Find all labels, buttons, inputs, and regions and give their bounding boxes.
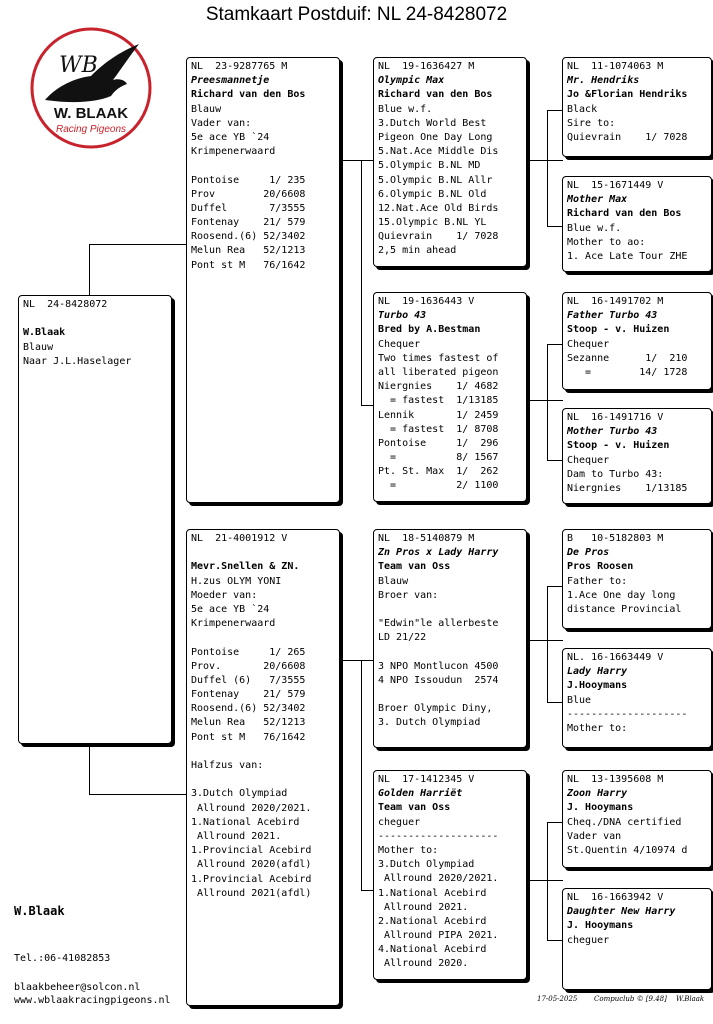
pigeon-card-subject: NL 24-8428072 W.Blaak Blauw Naar J.L.Haselager [18,295,172,744]
print-date: 17-05-2025 [537,995,578,1003]
breeder-name: Stoop - v. Huizen [567,440,670,452]
pigeon-card-sire-sire: NL 19-1636427 M Olympic Max Richard van den Bos Blue w.f. 3.Dutch World Best Pigeon One Day Long 5.Nat.Ace Middle Dis 5.Olympic B.NL MD 5.Olympic B.NL Allr 6.Olympic B.NL Old 12.Nat.Ace Old Birds 15.Olympic B.NL YL Quievrain 1/ 7028 2,5 min ahead [373,57,527,267]
ring-number: NL 21-4001912 V [191,533,288,544]
pigeon-name: Mother Turbo 43 [567,426,658,438]
breeder-name: Pros Roosen [567,561,634,573]
breeder-name: Mevr.Snellen & ZN. [191,561,300,573]
breeder-name: Richard van den Bos [567,208,682,220]
breeder-name: W.Blaak [23,327,66,339]
pigeon-card-dam-dam: NL 17-1412345 V Golden Harriët Team van Oss cheguer -------------------- Mother to: 3.Dutch Olympiad Allround 2020/2021. 1.National Acebird Allround 2021. 2.National Acebird Allround PIPA 2021. 4.National Acebird Allround 2020. [373,770,527,980]
breeder-logo [27,26,155,150]
connector [547,344,548,460]
pigeon-card-ddd: NL 16-1663942 V Daughter New Harry J. Hooymans cheguer [562,888,712,990]
pigeon-card-dam-sire: NL 18-5140879 M Zn Pros x Lady Harry Team van Oss Blauw Broer van: "Edwin"le allerbeste LD 21/22 3 NPO Montlucon 4500 4 NPO Issoudun 2574 Broer Olympic Diny, 3. Dutch Olympiad [373,529,527,748]
connector [89,794,189,795]
pigeon-card-sire: NL 23-9287765 M Preesmannetje Richard van den Bos Blauw Vader van: 5e ace YB `24 Krimpenerwaard Pontoise 1/ 235 Prov 20/6608 Duffel 7/3555 Fontenay 21/ 579 Roosend.(6) 52/3402 Melun Rea 52/1213 Pont st M 76/1642 [186,57,340,503]
pigeon-card-dsd: NL. 16-1663449 V Lady Harry J.Hooymans Blue -------------------- Mother to: [562,648,712,748]
breeder-name: J.Hooymans [567,680,628,692]
breeder-name: Richard van den Bos [378,89,493,101]
connector [361,660,362,890]
ring-number: NL 16-1491702 M [567,296,664,307]
connector [547,110,548,226]
connector [527,160,563,161]
pigeon-card-sdd: NL 16-1491716 V Mother Turbo 43 Stoop - v. Huizen Chequer Dam to Turbo 43: Niergnies 1/13185 [562,408,712,504]
pigeon-name: Lady Harry [567,666,628,678]
connector [340,160,374,161]
ring-number: NL 11-1074063 M [567,61,664,72]
breeder-name: J. Hooymans [567,802,634,814]
connector [89,244,90,296]
pigeon-name: Olympic Max [378,75,445,87]
connector [547,822,548,940]
footer-owner: W.Blaak [676,995,705,1003]
connector [547,586,548,702]
connector [527,400,563,401]
breeder-name: Stoop - v. Huizen [567,324,670,336]
connector [527,880,563,881]
connector [547,702,563,703]
owner-phone: Tel.:06-41082853 [14,953,111,964]
owner-name: W.Blaak [14,904,65,918]
logo-name: W. BLAAK [53,105,129,122]
ring-number: NL 16-1663942 V [567,892,664,903]
pigeon-name: Zoon Harry [567,788,628,800]
connector [547,940,563,941]
ring-number: NL. 16-1663449 V [567,652,664,663]
owner-email: blaakbeheer@solcon.nl [14,982,141,993]
pigeon-name: Father Turbo 43 [567,310,658,322]
ring-number: B 10-5182803 M [567,533,664,544]
breeder-name: Bred by A.Bestman [378,324,481,336]
connector [547,586,563,587]
connector [527,640,563,641]
connector [547,822,563,823]
connector [547,460,563,461]
connector [547,226,563,227]
pigeon-card-dds: NL 13-1395608 M Zoon Harry J. Hooymans Cheq./DNA certified Vader van St.Quentin 4/10974 d [562,770,712,868]
connector [340,660,374,661]
pigeon-name: Mother Max [567,194,628,206]
pigeon-name: Daughter New Harry [567,906,676,918]
breeder-name: Team van Oss [378,561,451,573]
ring-number: NL 15-1671449 V [567,180,664,191]
pigeon-card-ssd: NL 15-1671449 V Mother Max Richard van den Bos Blue w.f. Mother to ao: 1. Ace Late Tour ZHE [562,176,712,272]
ring-number: NL 19-1636443 V [378,296,475,307]
ring-number: NL 24-8428072 [23,299,108,310]
pigeon-name: Golden Harriët [378,788,463,800]
connector [89,244,189,245]
connector [547,110,563,111]
page-title: Stamkaart Postduif: NL 24-8428072 [205,4,508,25]
pigeon-name: Mr. Hendriks [567,75,640,87]
ring-number: NL 13-1395608 M [567,774,664,785]
connector [547,344,563,345]
pigeon-card-dam: NL 21-4001912 V Mevr.Snellen & ZN. H.zus OLYM YONI Moeder van: 5e ace YB `24 Krimpenerwaard Pontoise 1/ 265 Prov. 20/6608 Duffel (6) 7/3555 Fontenay 21/ 579 Roosend.(6) 52/3402 Melun Rea 52/1213 Pont st M 76/1642 Halfzus van: 3.Dutch Olympiad Allround 2020/2021. 1.National Acebird Allround 2021. 1.Provincial Acebird Allround 2020(afdl) 1.Provincial Acebird Allround 2021(afdl) [186,529,340,1006]
ring-number: NL 17-1412345 V [378,774,475,785]
pigeon-name: Zn Pros x Lady Harry [378,547,499,559]
logo-subtitle: Racing Pigeons [55,124,127,135]
ring-number: NL 19-1636427 M [378,61,475,72]
pigeon-card-sds: NL 16-1491702 M Father Turbo 43 Stoop - v. Huizen Chequer Sezanne 1/ 210 = 14/ 1728 [562,292,712,390]
pigeon-name: Preesmannetje [191,75,270,87]
owner-website: www.wblaakracingpigeons.nl [14,995,171,1006]
ring-number: NL 18-5140879 M [378,533,475,544]
logo-initials: WB [59,53,98,78]
breeder-name: Jo &Florian Hendriks [567,89,688,101]
connector [89,744,90,794]
connector [361,160,362,405]
pigeon-card-sire-dam: NL 19-1636443 V Turbo 43 Bred by A.Bestman Chequer Two times fastest of all liberated pigeon Niergnies 1/ 4682 = fastest 1/13185 Lennik 1/ 2459 = fastest 1/ 8708 Pontoise 1/ 296 = 8/ 1567 Pt. St. Max 1/ 262 = 2/ 1100 [373,292,527,502]
pigeon-name: Turbo 43 [378,310,427,322]
pigeon-card-sss: NL 11-1074063 M Mr. Hendriks Jo &Florian Hendriks Black Sire to: Quievrain 1/ 7028 [562,57,712,157]
pigeon-card-dss: B 10-5182803 M De Pros Pros Roosen Father to: 1.Ace One day long distance Provincial [562,529,712,629]
ring-number: NL 23-9287765 M [191,61,288,72]
breeder-name: Richard van den Bos [191,89,306,101]
software-credit: Compuclub © [9.48] [594,995,667,1003]
breeder-name: J. Hooymans [567,920,634,932]
breeder-name: Team van Oss [378,802,451,814]
ring-number: NL 16-1491716 V [567,412,664,423]
pigeon-name: De Pros [567,547,610,559]
